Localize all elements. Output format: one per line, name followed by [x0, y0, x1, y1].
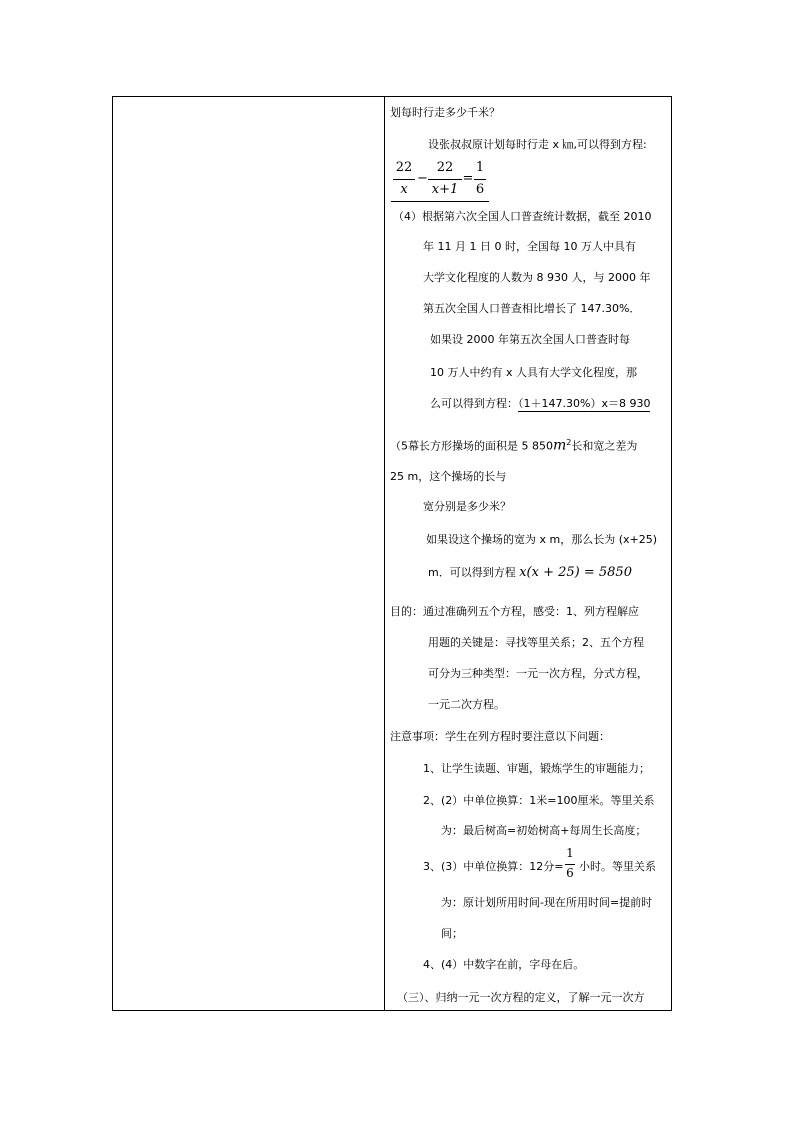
text-line: 2、(2）中单位换算：1米=100厘米。等里关系: [423, 794, 655, 807]
fraction-bar: [428, 179, 462, 180]
text-line: 目的：通过准确列五个方程，感受：1、列方程解应: [390, 605, 639, 618]
text-line: [390, 436, 637, 454]
text-line: 注意事项：学生在列方程时要注意以下问题：: [390, 730, 610, 743]
frac-numerator: 1: [475, 160, 485, 175]
text-line: 第五次全国人口普查相比增长了 147.30%．: [423, 302, 641, 315]
equals-sign: =: [462, 171, 474, 186]
frac-numerator: 22: [395, 160, 413, 175]
text-fragment: m．可以得到方程: [428, 566, 516, 579]
text-line: 为：最后树高=初始树高+每周生长高度；: [441, 824, 647, 837]
text-line: 如果设 2000 年第五次全国人口普查时每: [430, 333, 630, 346]
text-line: 宽分别是多少米？: [423, 500, 511, 513]
equation-underline: [391, 201, 489, 202]
text-line: 间；: [441, 927, 463, 940]
text-line: 设张叔叔原计划每时行走 x ㎞,可以得到方程:: [428, 138, 647, 151]
left-cell-empty: [113, 97, 383, 1010]
text-line: 4、(4）中数字在前，字母在后。: [423, 958, 585, 971]
fraction-bar: [474, 179, 486, 180]
frac-numerator: 22: [436, 160, 454, 175]
text-line: [430, 397, 650, 411]
text-line: 1、让学生读题、审题，锻炼学生的审题能力；: [423, 762, 650, 775]
text-fragment: 长和宽之差为: [571, 439, 638, 453]
text-fragment: 小时。等里关系: [579, 860, 656, 873]
superscript: 2: [566, 438, 572, 447]
text-fragment: （5幕长方形操场的面积是 5 850: [390, 439, 553, 453]
frac-denominator: x+1: [431, 182, 459, 197]
text-line: 一元二次方程。: [428, 698, 505, 711]
text-line: 为：原计划所用时间-现在所用时间=提前时: [441, 896, 653, 909]
underlined-equation: （1＋147.30%）x＝8 930: [518, 397, 651, 410]
text-line: 大学文化程度的人数为 8 930 人，与 2000 年: [423, 271, 651, 284]
fraction-bar: [393, 179, 415, 180]
text-fragment: 么可以得到方程：: [430, 397, 518, 410]
fraction-bar: [565, 864, 575, 865]
text-line: （三）、归纳一元一次方程的定义，了解一元一次方: [397, 991, 645, 1004]
text-line: 如果设这个操场的宽为 x m，那么长为 (x+25): [426, 533, 658, 546]
frac-numerator: 1: [566, 846, 574, 860]
text-fragment: 3、(3）中单位换算：12分=: [423, 860, 564, 873]
table-column-divider: [384, 96, 385, 1011]
text-line: 25 m，这个操场的长与: [390, 470, 507, 483]
text-line: 10 万人中约有 x 人具有大学文化程度，那: [430, 366, 637, 379]
text-line: 划每时行走多少千米？: [390, 106, 500, 119]
text-line: （4）根据第六次全国人口普查统计数据，截至 2010: [393, 210, 652, 223]
text-line: 年 11 月 1 日 0 时，全国每 10 万人中具有: [423, 240, 636, 253]
unit-symbol: m: [553, 437, 567, 454]
text-line: 用题的关键是：寻找等里关系；2、五个方程: [428, 636, 644, 649]
frac-denominator: 6: [475, 182, 485, 197]
text-line: [428, 566, 632, 580]
frac-denominator: x: [400, 182, 408, 197]
text-line: 可分为三种类型：一元一次方程，分式方程，: [428, 667, 648, 680]
frac-denominator: 6: [566, 866, 574, 880]
minus-sign: −: [417, 171, 428, 186]
equation: x(x + 25) = 5850: [519, 565, 632, 580]
